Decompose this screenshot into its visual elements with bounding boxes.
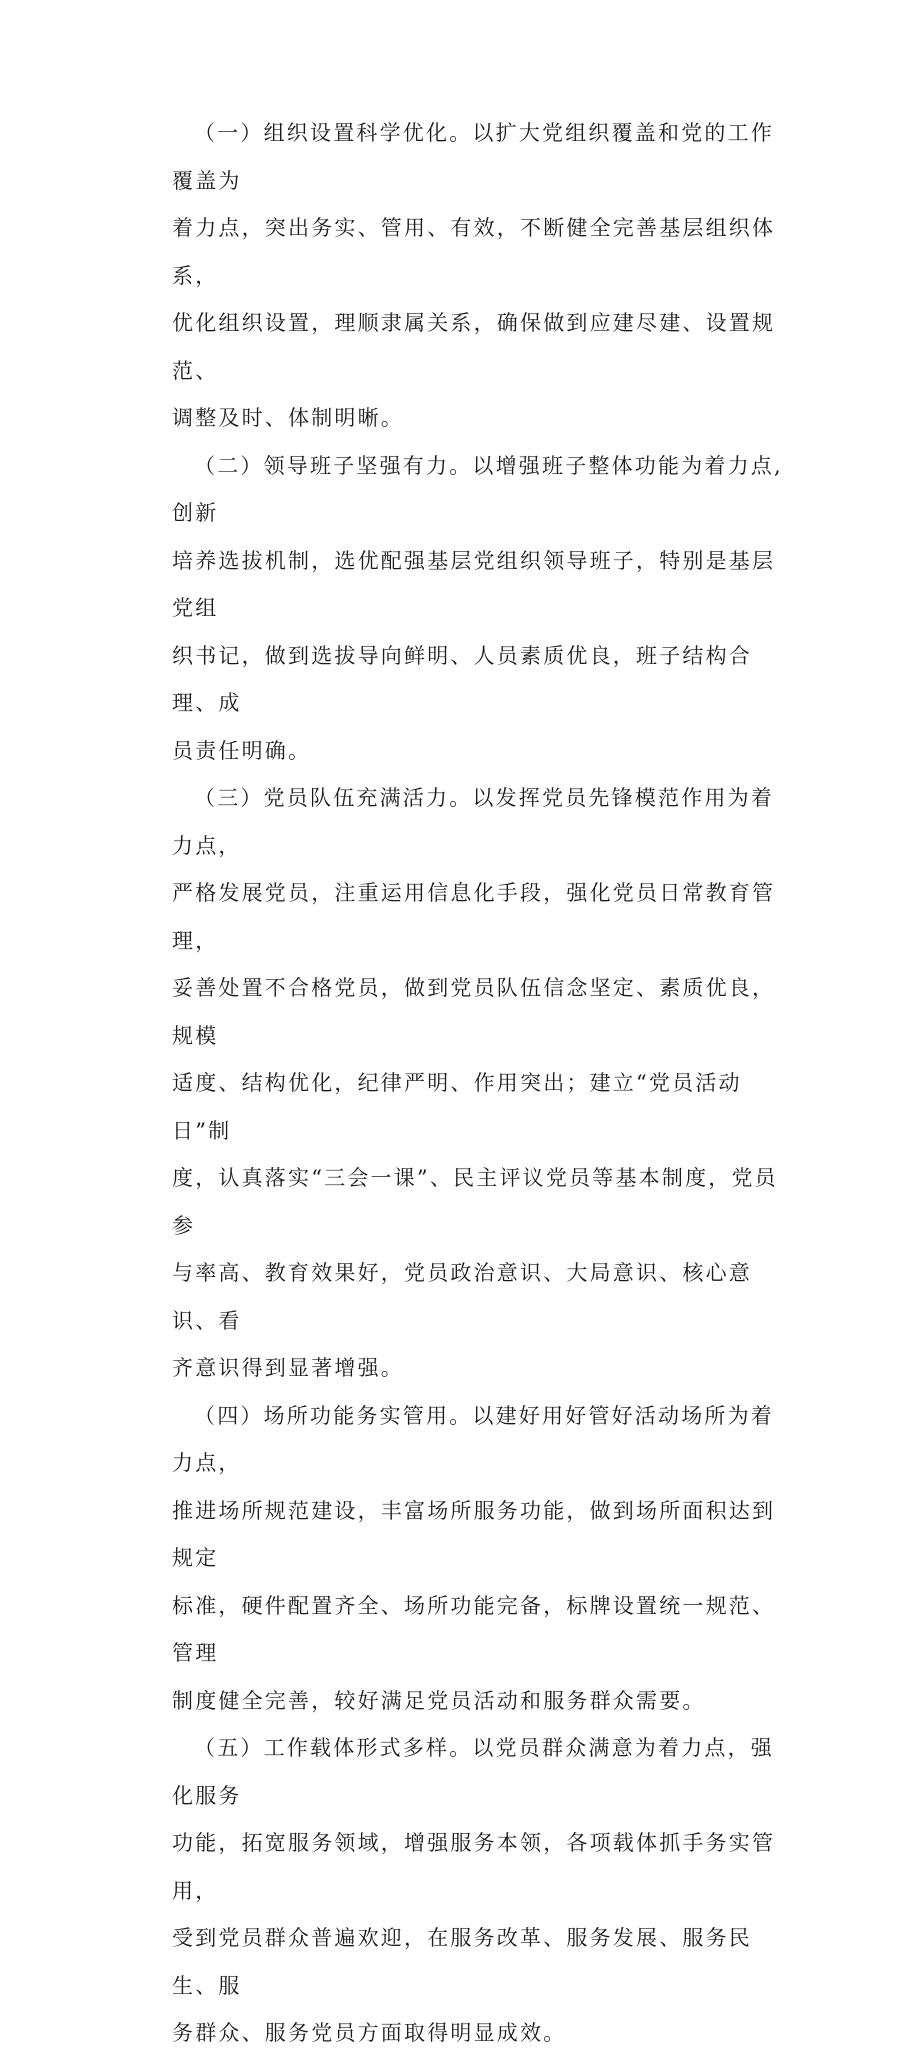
line-text: （一）组织设置科学优化。以扩大党组织覆盖和党的工作覆盖为: [172, 121, 774, 193]
paragraph-members: [172, 775, 792, 1393]
text-line: [172, 443, 792, 538]
text-line: 优化组织设置，理顺隶属关系，确保做到应建尽建、设置规范、: [172, 311, 776, 383]
paragraph-leadership: [172, 443, 792, 776]
text-line: [172, 1725, 792, 1820]
text-line: 推进场所规范建设，丰富场所服务功能，做到场所面积达到规定: [172, 1498, 776, 1570]
text-line: 受到党员群众普遍欢迎，在服务改革、服务发展、服务民生、服: [172, 1926, 752, 1998]
text-line: 与率高、教育效果好，党员政治意识、大局意识、核心意识、看: [172, 1261, 752, 1333]
text-line: 着力点，突出务实、管用、有效，不断健全完善基层组织体系，: [172, 216, 776, 288]
text-line: 员责任明确。: [172, 738, 312, 763]
text-line: 适度、结构优化，纪律严明、作用突出；建立“党员活动日”制: [172, 1071, 742, 1143]
text-line: 标准，硬件配置齐全、场所功能完备，标牌设置统一规范、管理: [172, 1593, 776, 1665]
text-line: 严格发展党员，注重运用信息化手段，强化党员日常教育管理，: [172, 881, 776, 953]
paragraph-organization: [172, 110, 792, 443]
text-line: 功能，拓宽服务领域，增强服务本领，各项载体抓手务实管用，: [172, 1831, 776, 1903]
text-line: 调整及时、体制明晰。: [172, 406, 404, 430]
text-line: 齐意识得到显著增强。: [172, 1356, 404, 1380]
text-line: 制度健全完善，较好满足党员活动和服务群众需要。: [172, 1688, 706, 1713]
paragraph-venues: [172, 1393, 792, 1726]
line-text: （四）场所功能务实管用。以建好用好管好活动场所为着力点，: [172, 1403, 774, 1475]
text-line: [172, 110, 792, 205]
text-line: 培养选拔机制，选优配强基层党组织领导班子，特别是基层党组: [172, 548, 776, 620]
line-text: （五）工作载体形式多样。以党员群众满意为着力点，强化服务: [172, 1736, 774, 1808]
paragraph-work-carriers: [172, 1725, 792, 2058]
text-line: 度，认真落实“三会一课”、民主评议党员等基本制度，党员参: [172, 1166, 778, 1238]
text-line: 妥善处置不合格党员，做到党员队伍信念坚定、素质优良，规模: [172, 976, 776, 1048]
text-line: 务群众、服务党员方面取得明显成效。: [172, 2021, 567, 2045]
document-body: [172, 110, 792, 2058]
text-line: 织书记，做到选拔导向鲜明、人员素质优良，班子结构合理、成: [172, 643, 752, 715]
text-line: [172, 775, 792, 870]
line-text: （三）党员队伍充满活力。以发挥党员先锋模范作用为着力点，: [172, 786, 774, 858]
line-text: （二）领导班子坚强有力。以增强班子整体功能为着力点,创新: [172, 453, 783, 525]
text-line: [172, 1393, 792, 1488]
